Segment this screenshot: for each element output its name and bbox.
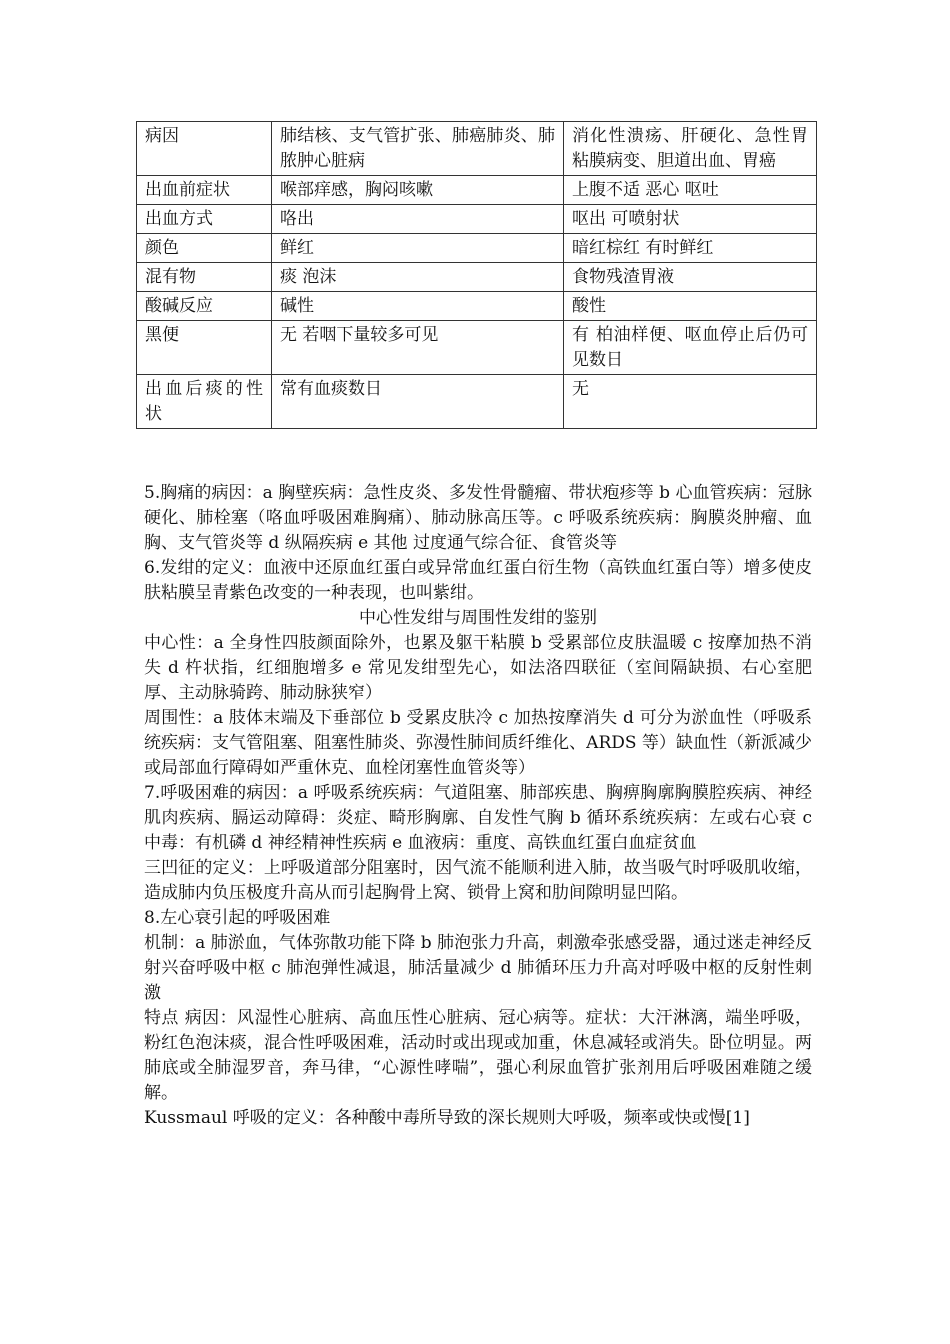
table-cell: 出血前症状 (137, 176, 272, 205)
table-cell: 暗红棕红 有时鲜红 (564, 234, 817, 263)
table-row (137, 321, 817, 375)
table-row (137, 122, 817, 176)
table-cell: 黑便 (137, 321, 272, 375)
table-cell: 消化性溃疡、肝硬化、急性胃粘膜病变、胆道出血、胃癌 (564, 122, 817, 176)
table-cell: 无 (564, 375, 817, 429)
table-cell: 上腹不适 恶心 呕吐 (564, 176, 817, 205)
hemoptysis-hematemesis-comparison-table (136, 121, 817, 429)
table-cell: 呕出 可喷射状 (564, 205, 817, 234)
table-cell: 病因 (137, 122, 272, 176)
body-text (144, 481, 812, 1131)
paragraph-cyanosis-definition: 6.发绀的定义：血液中还原血红蛋白或异常血红蛋白衍生物（高铁血红蛋白等）增多使皮肤粘膜呈青紫色改变的一种表现，也叫紫绀。 (144, 558, 812, 603)
table-row (137, 176, 817, 205)
table-cell: 咯出 (272, 205, 564, 234)
table-cell: 喉部痒感，胸闷咳嗽 (272, 176, 564, 205)
table-cell: 常有血痰数日 (272, 375, 564, 429)
table-cell: 有 柏油样便、呕血停止后仍可见数日 (564, 321, 817, 375)
table-cell: 酸碱反应 (137, 292, 272, 321)
table-row (137, 263, 817, 292)
table-row (137, 292, 817, 321)
table-cell: 出血后痰的性状 (137, 375, 272, 429)
table-cell: 碱性 (272, 292, 564, 321)
section-heading-cyanosis-differentiation: 中心性发绀与周围性发绀的鉴别 (359, 608, 597, 628)
table-cell: 肺结核、支气管扩张、肺癌肺炎、肺脓肿心脏病 (272, 122, 564, 176)
table-cell: 食物残渣胃液 (564, 263, 817, 292)
paragraph-features: 特点 病因：风湿性心脏病、高血压性心脏病、冠心病等。症状：大汗淋漓，端坐呼吸，粉红色泡沫痰，混合性呼吸困难，活动时或出现或加重，休息减轻或消失。卧位明显。两肺底或全肺湿罗音，奔马律，“心源性哮喘”，强心利尿血管扩张剂用后呼吸困难随之缓解。 (144, 1008, 812, 1103)
table-row (137, 375, 817, 429)
table-cell: 痰 泡沫 (272, 263, 564, 292)
paragraph-kussmaul-definition: Kussmaul 呼吸的定义：各种酸中毒所导致的深长规则大呼吸，频率或快或慢[1] (144, 1108, 750, 1128)
paragraph-chest-pain-causes: 5.胸痛的病因：a 胸壁疾病：急性皮炎、多发性骨髓瘤、带状疱疹等 b 心血管疾病：冠脉硬化、肺栓塞（咯血呼吸困难胸痛）、肺动脉高压等。c 呼吸系统疾病：胸膜炎肿瘤、血胸、支气管炎等 d 纵隔疾病 e 其他 过度通气综合征、食管炎等 (144, 483, 812, 553)
table-row (137, 205, 817, 234)
paragraph-dyspnea-causes: 7.呼吸困难的病因：a 呼吸系统疾病：气道阻塞、肺部疾患、胸痹胸廓胸膜腔疾病、神经肌肉疾病、膈运动障碍：炎症、畸形胸廓、自发性气胸 b 循环系统疾病：左或右心衰 c 中毒：有机磷 d 神经精神性疾病 e 血液病：重度、高铁血红蛋白血症贫血 (144, 783, 812, 853)
paragraph-three-depression-sign: 三凹征的定义：上呼吸道部分阻塞时，因气流不能顺利进入肺，故当吸气时呼吸肌收缩，造成肺内负压极度升高从而引起胸骨上窝、锁骨上窝和肋间隙明显凹陷。 (144, 858, 812, 903)
paragraph-peripheral-cyanosis: 周围性：a 肢体末端及下垂部位 b 受累皮肤冷 c 加热按摩消失 d 可分为淤血性（呼吸系统疾病：支气管阻塞、阻塞性肺炎、弥漫性肺间质纤维化、ARDS 等）缺血性（新派减少或局部血行障碍如严重休克、血栓闭塞性血管炎等） (144, 708, 812, 778)
table-cell: 颜色 (137, 234, 272, 263)
table-cell: 无 若咽下量较多可见 (272, 321, 564, 375)
table-cell: 混有物 (137, 263, 272, 292)
paragraph-mechanism: 机制：a 肺淤血，气体弥散功能下降 b 肺泡张力升高，刺激牵张感受器，通过迷走神经反射兴奋呼吸中枢 c 肺泡弹性减退，肺活量减少 d 肺循环压力升高对呼吸中枢的反射性刺激 (144, 933, 812, 1003)
table-cell: 出血方式 (137, 205, 272, 234)
table-row (137, 234, 817, 263)
paragraph-central-cyanosis: 中心性：a 全身性四肢颜面除外，也累及躯干粘膜 b 受累部位皮肤温暖 c 按摩加热不消失 d 杵状指，红细胞增多 e 常见发绀型先心，如法洛四联征（室间隔缺损、右心室肥厚、主动脉骑跨、肺动脉狭窄） (144, 633, 812, 703)
paragraph-left-heart-failure-heading: 8.左心衰引起的呼吸困难 (144, 908, 331, 928)
table-cell: 鲜红 (272, 234, 564, 263)
table-cell: 酸性 (564, 292, 817, 321)
